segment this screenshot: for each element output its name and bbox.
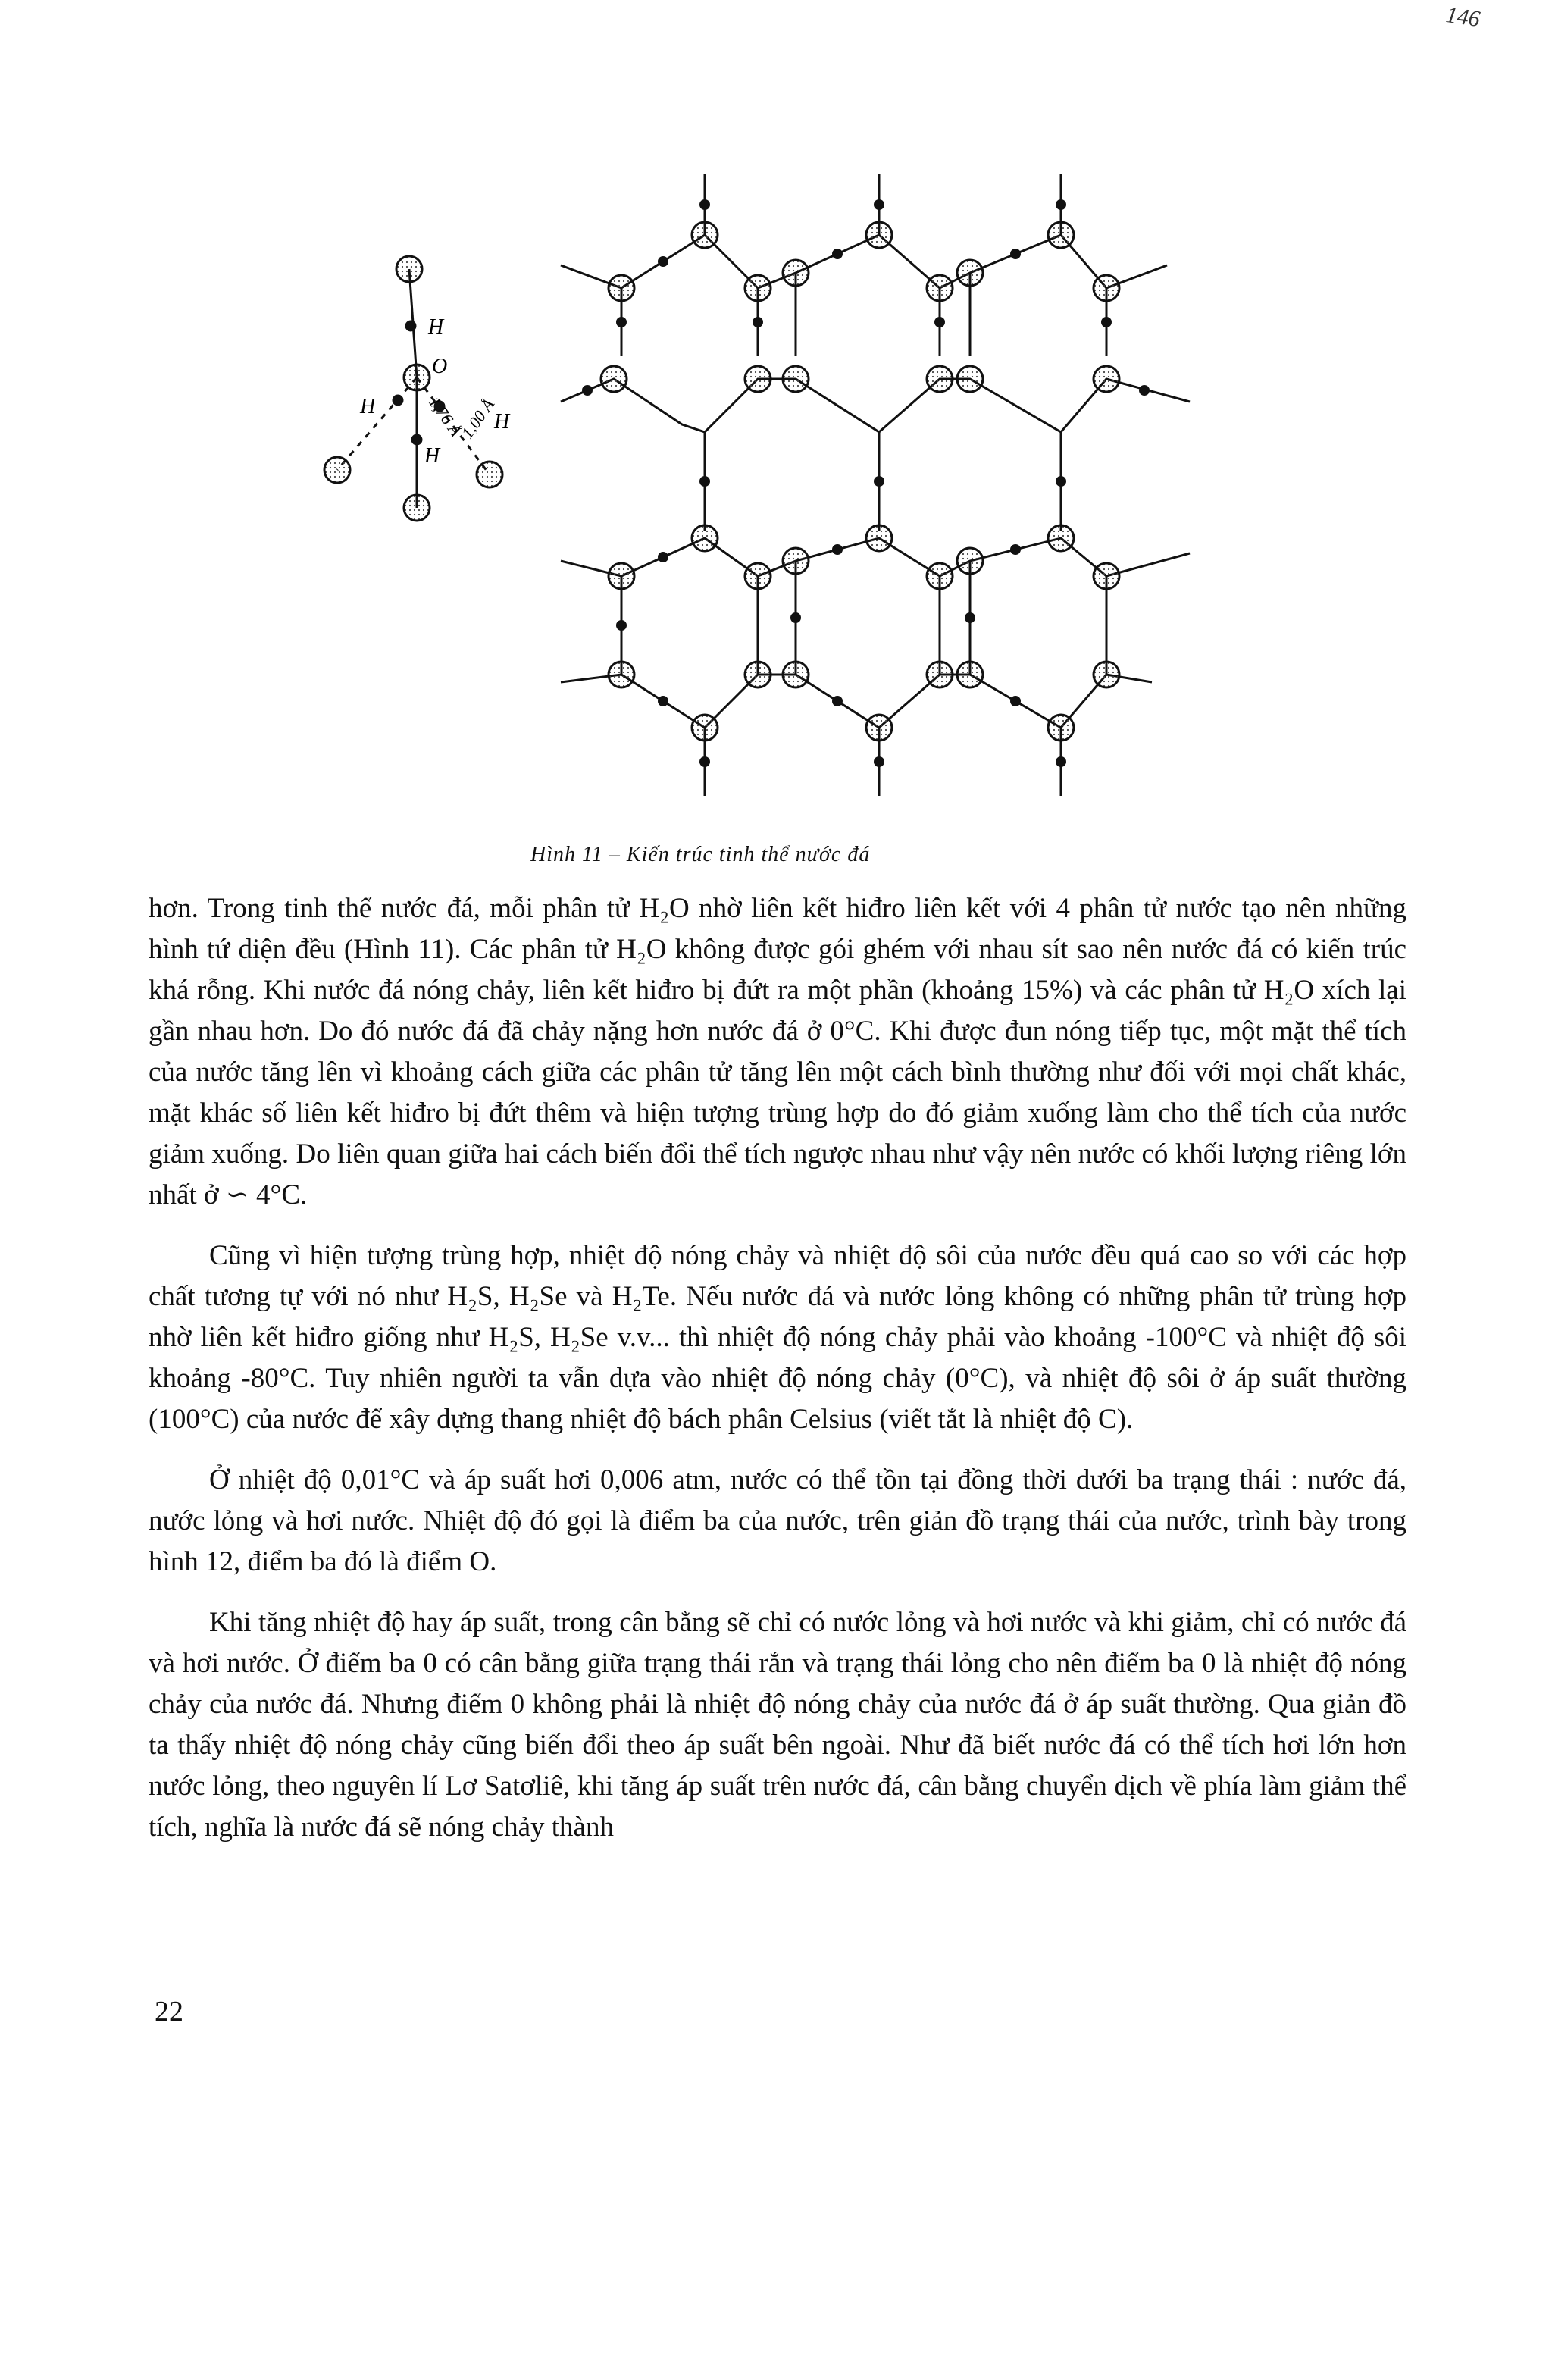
paragraph-1: hơn. Trong tinh thể nước đá, mỗi phân tử H₂O nhờ liên kết hiđro liên kết với 4 phân tử nước tạo nên những hình tứ diện đều (Hình 11). Các phân tử H₂O không được gói ghém với nhau sít sao nên nước đá có kiến trúc khá rỗng. Khi nước đá nóng chảy, liên kết hiđro bị đứt ra một phần (khoảng 15%) và các phân tử H₂O xích lại gần nhau hơn. Do đó nước đá đã chảy nặng hơn nước đá ở 0°C. Khi được đun nóng tiếp tục, một mặt thể tích của nước tăng lên vì khoảng cách giữa các phân tử tăng lên một cách bình thường như đối với mọi chất khác, mặt khác số liên kết hiđro bị đứt thêm và hiện tượng trùng hợp do đó giảm xuống làm cho thể tích của nước giảm xuống. Do liên quan giữa hai cách biến đổi thể tích ngược nhau như vậy nên nước có khối lượng riêng lớn nhất ở ∽ 4°C. <box>149 893 1406 1210</box>
body-text <box>149 888 1406 1868</box>
paragraph-2: Cũng vì hiện tượng trùng hợp, nhiệt độ nóng chảy và nhiệt độ sôi của nước đều quá cao so với các hợp chất tương tự với nó như H₂S, H₂Se và H₂Te. Nếu nước đá và nước lỏng không có những phân tử trùng hợp nhờ liên kết hiđro giống như H₂S, H₂Se v.v... thì nhiệt độ nóng chảy phải vào khoảng -100°C và nhiệt độ sôi khoảng -80°C. Tuy nhiên người ta vẫn dựa vào nhiệt độ nóng chảy (0°C), và nhiệt độ sôi ở áp suất thường (100°C) của nước để xây dựng thang nhiệt độ bách phân Celsius (viết tắt là nhiệt độ C). <box>149 1240 1406 1435</box>
label-o: O <box>432 355 448 378</box>
tetrahedron-molecule <box>324 256 502 521</box>
page-number: 22 <box>155 1996 183 2028</box>
label-h-bottom: H <box>424 444 440 468</box>
label-hbond-length: 1,00 Å <box>457 395 499 442</box>
hexagonal-lattice <box>561 174 1190 796</box>
label-h-right: H <box>494 410 510 434</box>
paragraph-3: Ở nhiệt độ 0,01°C và áp suất hơi 0,006 atm, nước có thể tồn tại đồng thời dưới ba trạng thái : nước đá, nước lỏng và hơi nước. Nhiệt độ đó gọi là điểm ba của nước, trên giản đồ trạng thái của nước, trình bày trong hình 12, điểm ba đó là điểm O. <box>149 1464 1406 1577</box>
label-h-top: H <box>428 315 444 339</box>
lattice-hydrogen-atoms <box>582 199 1150 767</box>
figure-caption: Hình 11 – Kiến trúc tinh thể nước đá <box>530 843 871 866</box>
label-h-left: H <box>360 395 376 418</box>
corner-mark: 146 <box>1444 2 1482 32</box>
paragraph-4: Khi tăng nhiệt độ hay áp suất, trong cân bằng sẽ chỉ có nước lỏng và hơi nước và khi giảm, chỉ có nước đá và hơi nước. Ở điểm ba 0 có cân bằng giữa trạng thái rắn và trạng thái lỏng cho nên điểm ba 0 là nhiệt độ nóng chảy của nước đá. Nhưng điểm 0 không phải là nhiệt độ nóng chảy của nước đá ở áp suất thường. Qua giản đồ ta thấy nhiệt độ nóng chảy cũng biến đổi theo áp suất bên ngoài. Như đã biết nước đá có thể tích hơi lớn hơn nước lỏng, theo nguyên lí Lơ Satơliê, khi tăng áp suất trên nước đá, cân bằng chuyển dịch về phía làm giảm thể tích, nghĩa là nước đá sẽ nóng chảy thành <box>149 1607 1406 1843</box>
ice-structure-diagram <box>296 152 1281 819</box>
label-bond-length: 1,76 Å <box>424 393 466 440</box>
lattice-oxygen-atoms <box>601 222 1119 741</box>
ice-crystal-figure <box>296 152 1281 819</box>
